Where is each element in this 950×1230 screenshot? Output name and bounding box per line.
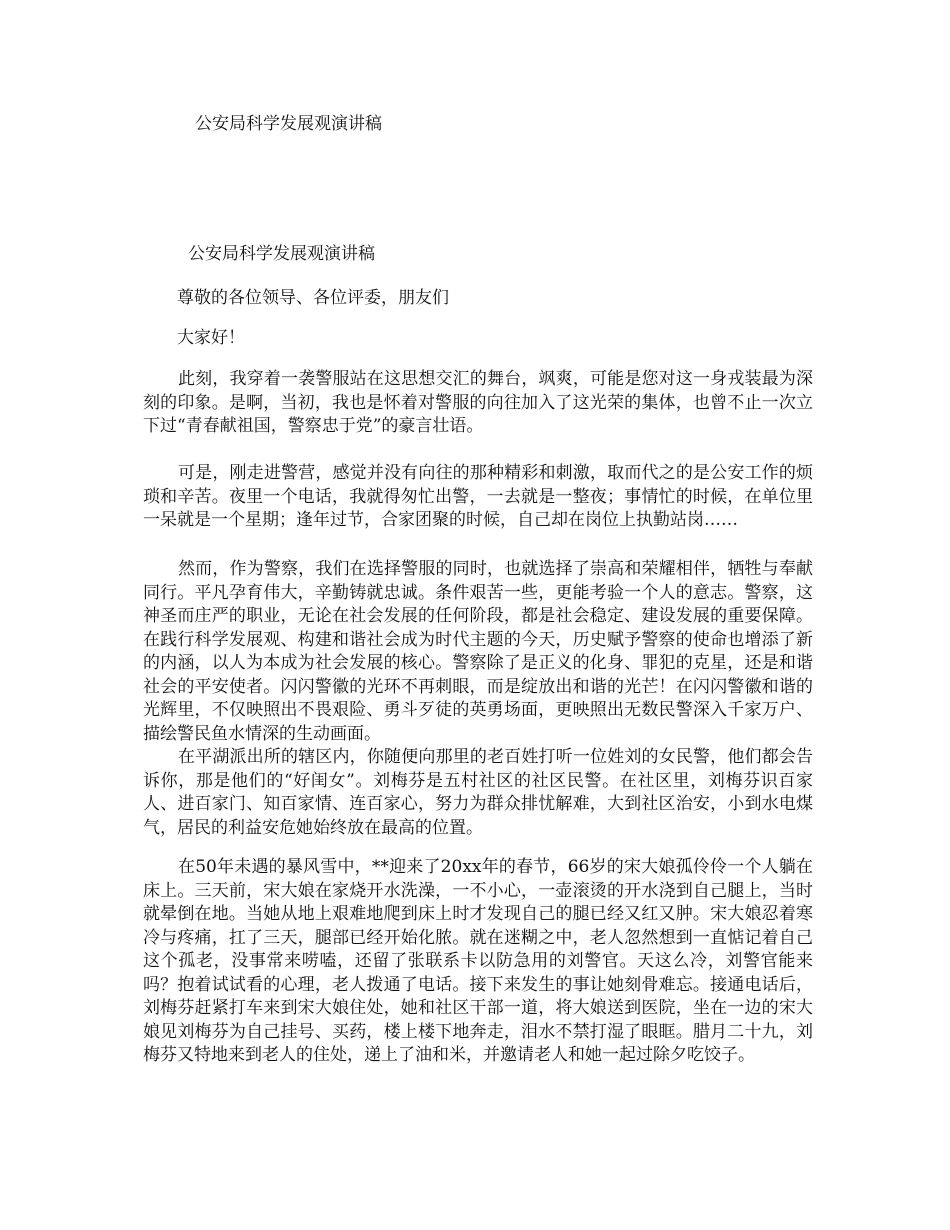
paragraph-3: 然而，作为警察，我们在选择警服的同时，也就选择了崇高和荣耀相伴，牺牲与奉献同行。平凡孕育伟大，辛勤铸就忠诚。条件艰苦一些，更能考验一个人的意志。警察，这神圣而庄严的职业，无论在社会发展的任何阶段，都是社会稳定、建设发展的重要保障。在践行科学发展观、构建和谐社会成为时代主题的今天，历史赋予警察的使命也增添了新的内涵，以人为本成为社会发展的核心。警察除了是正义的化身、罪犯的克星，还是和谐社会的平安使者。闪闪警徽的光环不再刺眼，而是绽放出和谐的光芒！在闪闪警徽和谐的光辉里，不仅映照出不畏艰险、勇斗歹徒的英勇场面，更映照出无数民警深入千家万户、描绘警民鱼水情深的生动画面。 <box>143 559 813 744</box>
header-title: 公安局科学发展观演讲稿 <box>195 114 382 134</box>
paragraph-4: 在平湖派出所的辖区内，你随便向那里的老百姓打听一位姓刘的女民警，他们都会告诉你，那是他们的“好闺女”。刘梅芬是五村社区的社区民警。在社区里，刘梅芬识百家人、进百家门、知百家情、连百家心，努力为群众排忧解难，大到社区治安，小到水电煤气，居民的利益安危她始终放在最高的位置。 <box>143 747 813 838</box>
greeting: 大家好！ <box>177 328 245 348</box>
paragraph-1: 此刻，我穿着一袭警服站在这思想交汇的舞台，飒爽，可能是您对这一身戎装最为深刻的印象。是啊，当初，我也是怀着对警服的向往加入了这光荣的集体，也曾不止一次立下过“青春献祖国，警察忠于党”的豪言壮语。 <box>143 369 813 436</box>
salutation: 尊敬的各位领导、各位评委，朋友们 <box>177 288 449 308</box>
paragraph-5: 在50年未遇的暴风雪中，**迎来了20xx年的春节，66岁的宋大娘孤伶伶一个人躺在床上。三天前，宋大娘在家烧开水洗澡，一不小心，一壶滚烫的开水浇到自己腿上，当时就晕倒在地。当她从地上艰难地爬到床上时才发现自己的腿已经又红又肿。宋大娘忍着寒冷与疼痛，扛了三天，腿部已经开始化脓。就在迷糊之中，老人忽然想到一直惦记着自己这个孤老，没事常来唠嗑，还留了张联系卡以防急用的刘警官。天这么冷，刘警官能来吗？抱着试试看的心理，老人拨通了电话。接下来发生的事让她刻骨难忘。接通电话后，刘梅芬赶紧打车来到宋大娘住处，她和社区干部一道，将大娘送到医院，坐在一边的宋大娘见刘梅芬为自己挂号、买药，楼上楼下地奔走，泪水不禁打湿了眼眶。腊月二十九，刘梅芬又特地来到老人的住处，递上了油和米，并邀请老人和她一起过除夕吃饺子。 <box>143 857 813 1065</box>
document-title: 公安局科学发展观演讲稿 <box>188 244 375 264</box>
paragraph-2: 可是，刚走进警营，感觉并没有向往的那种精彩和刺激，取而代之的是公安工作的烦琐和辛苦。夜里一个电话，我就得匆忙出警，一去就是一整夜；事情忙的时候，在单位里一呆就是一个星期；逢年过节，合家团聚的时候，自己却在岗位上执勤站岗…… <box>143 463 813 530</box>
